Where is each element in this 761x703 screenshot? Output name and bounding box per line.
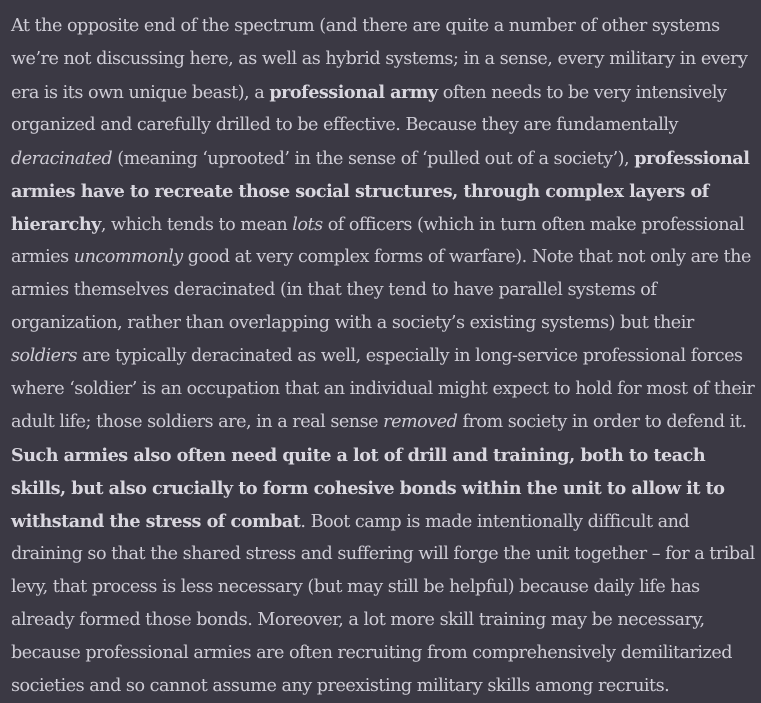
text-run: organized and carefully drilled to be effective. Because they are fundamentally bbox=[11, 115, 678, 135]
text-run: already formed those bonds. Moreover, a lot more skill training may be necessary, bbox=[11, 610, 705, 630]
text-line bbox=[11, 505, 755, 538]
text-run: of officers (which in turn often make professional bbox=[322, 215, 745, 235]
text-run: era is its own unique beast), a bbox=[11, 83, 270, 103]
text-run: draining so that the shared stress and suffering will forge the unit together – for a tribal bbox=[11, 544, 755, 564]
text-line bbox=[11, 538, 755, 571]
text-run: adult life; those soldiers are, in a real sense bbox=[11, 412, 384, 432]
bold-text: Such armies also often need quite a lot of drill and training, both to teach bbox=[11, 445, 706, 466]
text-run: armies themselves deracinated (in that they tend to have parallel systems of bbox=[11, 280, 657, 300]
text-run: . Boot camp is made intentionally difficult and bbox=[300, 512, 690, 532]
text-line bbox=[11, 43, 755, 76]
text-run: organization, rather than overlapping with a society’s existing systems) but their bbox=[11, 313, 694, 333]
text-line bbox=[11, 274, 755, 307]
text-line bbox=[11, 373, 755, 406]
text-line bbox=[11, 307, 755, 340]
text-run: At the opposite end of the spectrum (and there are quite a number of other systems bbox=[11, 16, 720, 36]
text-line bbox=[11, 637, 755, 670]
text-run: societies and so cannot assume any preexisting military skills among recruits. bbox=[11, 676, 670, 696]
text-run: we’re not discussing here, as well as hybrid systems; in a sense, every military in every bbox=[11, 49, 748, 69]
text-line bbox=[11, 76, 755, 109]
bold-text: skills, but also crucially to form cohesive bonds within the unit to allow it to bbox=[11, 478, 725, 499]
text-run: , which tends to mean bbox=[100, 215, 293, 235]
text-line bbox=[11, 208, 755, 241]
text-line bbox=[11, 670, 755, 703]
italic-text: lots bbox=[292, 215, 323, 235]
text-line bbox=[11, 109, 755, 142]
text-run: good at very complex forms of warfare). Note that not only are the bbox=[182, 247, 751, 267]
text-line bbox=[11, 142, 755, 175]
text-line bbox=[11, 10, 755, 43]
text-line bbox=[11, 472, 755, 505]
text-run: often needs to be very intensively bbox=[437, 83, 727, 103]
italic-text: soldiers bbox=[11, 346, 77, 366]
text-run: where ‘soldier’ is an occupation that an individual might expect to hold for most of their bbox=[11, 379, 755, 399]
text-line bbox=[11, 175, 755, 208]
text-run: are typically deracinated as well, especially in long-service professional forces bbox=[77, 346, 743, 366]
text-line bbox=[11, 571, 755, 604]
italic-text: uncommonly bbox=[73, 247, 183, 267]
text-run: (meaning ‘uprooted’ in the sense of ‘pulled out of a society’), bbox=[112, 149, 635, 169]
bold-text: professional army bbox=[269, 82, 438, 103]
bold-text: withstand the stress of combat bbox=[11, 511, 301, 532]
italic-text: removed bbox=[383, 412, 458, 432]
italic-text: deracinated bbox=[11, 149, 113, 169]
text-line bbox=[11, 406, 755, 439]
bold-text: armies have to recreate those social structures, through complex layers of bbox=[11, 181, 709, 202]
text-line bbox=[11, 604, 755, 637]
text-run: armies bbox=[11, 247, 74, 267]
text-run: because professional armies are often recruiting from comprehensively demilitarized bbox=[11, 643, 732, 663]
bold-text: hierarchy bbox=[11, 214, 101, 235]
text-run: from society in order to defend it. bbox=[457, 412, 747, 432]
text-line bbox=[11, 241, 755, 274]
text-run: levy, that process is less necessary (but may still be helpful) because daily life has bbox=[11, 577, 700, 597]
text-line bbox=[11, 439, 755, 472]
text-line bbox=[11, 340, 755, 373]
article-paragraph bbox=[11, 10, 755, 703]
bold-text: professional bbox=[634, 148, 750, 169]
